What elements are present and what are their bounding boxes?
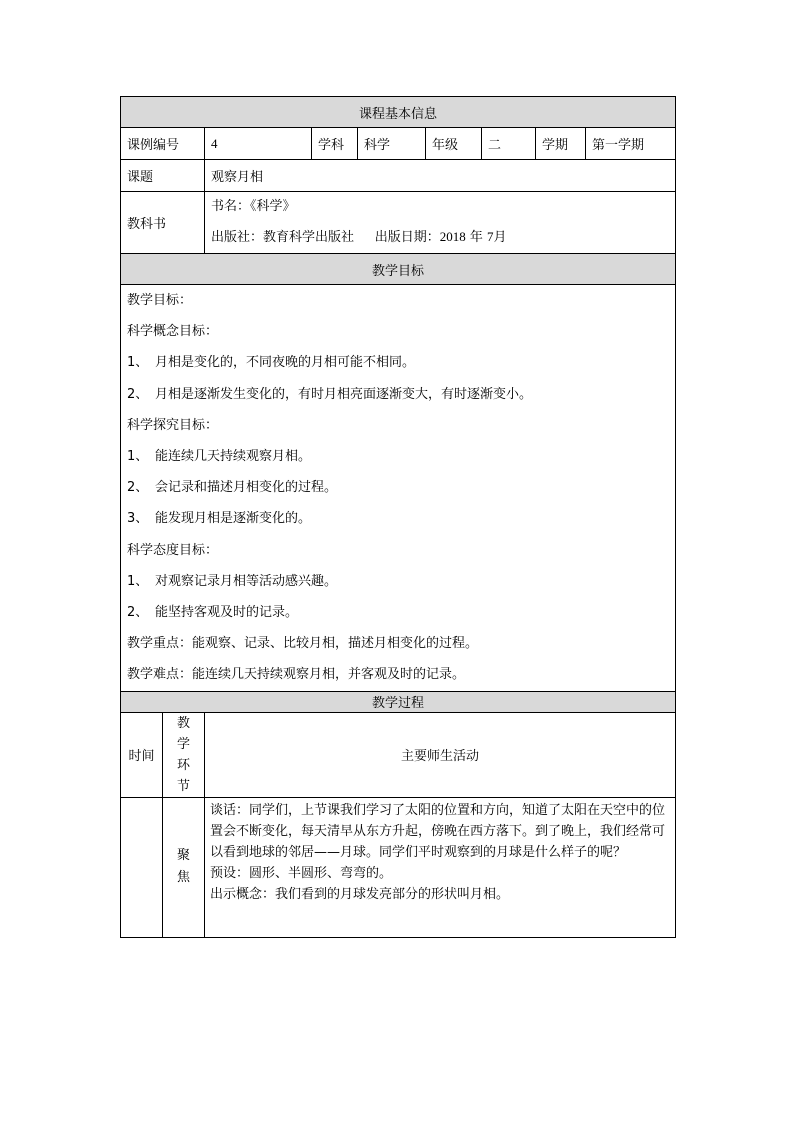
grade-value: 二 xyxy=(482,128,536,160)
inquiry-item: 1、 能连续几天持续观察月相。 xyxy=(127,449,312,465)
key-point: 教学重点：能观察、记录、比较月相，描述月相变化的过程。 xyxy=(127,636,479,652)
textbook-pub-date-label: 出版日期： xyxy=(374,230,440,245)
process-stage-header: 教 学 环 节 xyxy=(163,712,205,797)
textbook-pub-year-unit: 年 xyxy=(469,230,483,245)
textbook-pub-month: 7 xyxy=(487,229,494,244)
objectives-row xyxy=(121,285,676,692)
process-row-activity xyxy=(205,797,676,937)
attitude-item: 1、 对观察记录月相等活动感兴趣。 xyxy=(127,573,338,589)
activity-line: 谈话：同学们，上节课我们学习了太阳的位置和方向，知道了太阳在天空中的位置会不断变化，每天清早从东方升起，傍晚在西方落下。到了晚上，我们经常可以看到地球的邻居——月球。同学们平时观察到的月球是什么样子的呢？ xyxy=(210,802,666,860)
activity-line: 出示概念：我们看到的月球发亮部分的形状叫月相。 xyxy=(210,886,510,902)
attitude-title: 科学态度目标： xyxy=(127,542,219,558)
difficulty: 教学难点：能连续几天持续观察月相，并客观及时的记录。 xyxy=(127,667,466,683)
concept-title: 科学概念目标： xyxy=(127,324,219,340)
textbook-publish-line xyxy=(211,222,669,253)
topic-value: 观察月相 xyxy=(205,160,676,192)
textbook-info xyxy=(205,192,676,254)
subject-label: 学科 xyxy=(312,128,358,160)
subject-value: 科学 xyxy=(358,128,426,160)
textbook-publisher: 出版社：教育科学出版社 xyxy=(211,230,355,245)
process-time-header: 时间 xyxy=(121,712,163,797)
lesson-plan-table xyxy=(120,96,676,938)
term-label: 学期 xyxy=(536,128,586,160)
case-no-value: 4 xyxy=(205,128,312,160)
topic-label: 课题 xyxy=(121,160,205,192)
term-value: 第一学期 xyxy=(586,128,676,160)
process-header-row xyxy=(121,712,676,797)
process-header: 教学过程 xyxy=(121,691,676,712)
topic-row xyxy=(121,160,676,192)
grade-label: 年级 xyxy=(426,128,482,160)
case-no-label: 课例编号 xyxy=(121,128,205,160)
objectives-intro: 教学目标： xyxy=(127,293,193,308)
concept-item: 1、 月相是变化的，不同夜晚的月相可能不相同。 xyxy=(127,355,416,371)
inquiry-item: 2、 会记录和描述月相变化的过程。 xyxy=(127,480,338,496)
textbook-label: 教科书 xyxy=(121,192,205,254)
objectives-content xyxy=(121,285,676,692)
basic-info-header: 课程基本信息 xyxy=(121,97,676,128)
process-row xyxy=(121,797,676,937)
attitude-item: 2、 能坚持客观及时的记录。 xyxy=(127,605,299,621)
lesson-plan-page xyxy=(120,96,675,938)
textbook-name: 书名：《科学》 xyxy=(211,199,296,214)
process-row-stage: 聚 焦 xyxy=(163,797,205,937)
concept-item: 2、 月相是逐渐发生变化的，有时月相亮面逐渐变大，有时逐渐变小。 xyxy=(127,386,533,402)
process-activity-header: 主要师生活动 xyxy=(205,712,676,797)
objectives-header: 教学目标 xyxy=(121,254,676,285)
activity-line: 预设：圆形、半圆形、弯弯的。 xyxy=(210,865,393,881)
inquiry-title: 科学探究目标： xyxy=(127,417,219,433)
textbook-row xyxy=(121,192,676,254)
inquiry-item: 3、 能发现月相是逐渐变化的。 xyxy=(127,511,312,527)
basic-info-row xyxy=(121,128,676,160)
process-row-time xyxy=(121,797,163,937)
textbook-pub-year: 2018 xyxy=(439,229,466,244)
textbook-pub-month-unit: 月 xyxy=(493,230,507,245)
